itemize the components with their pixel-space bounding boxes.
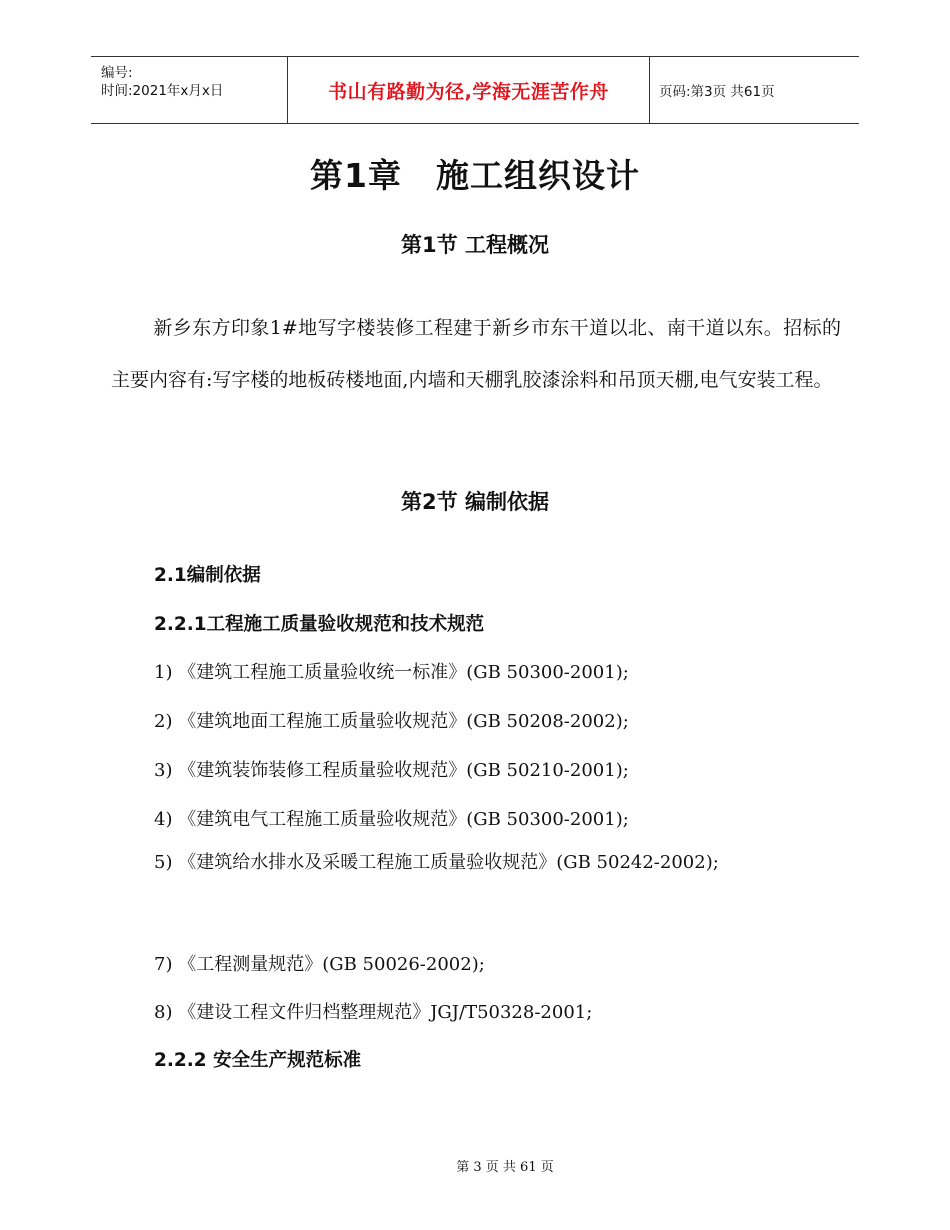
header-page-info: 页码:第3页 共61页 xyxy=(659,84,775,100)
list-item-text: 5) 《建筑给水排水及采暖工程施工质量验收规范》(GB 50242-2002); xyxy=(154,852,719,873)
chapter-number: 第1章 xyxy=(310,156,402,195)
header-motto: 书山有路勤为径,学海无涯苦作舟 xyxy=(328,80,609,103)
header-divider xyxy=(649,57,650,123)
page-footer: 第 3 页 共 61 页 xyxy=(456,1160,554,1175)
section-1-title: 第1节 工程概况 xyxy=(401,233,549,257)
paragraph-text: 新乡东方印象1#地写字楼装修工程建于新乡市东干道以北、南干道以东。招标的主要内容有:写字楼的地板砖楼地面,内墙和天棚乳胶漆涂料和吊顶天棚,电气安装工程。 xyxy=(111,317,841,391)
section-1-paragraph xyxy=(111,302,841,406)
list-item: 8) 《建设工程文件归档整理规范》JGJ/T50328-2001; xyxy=(154,1002,593,1023)
chapter-name: 施工组织设计 xyxy=(435,156,640,195)
header-meta xyxy=(91,57,287,123)
list-item: 7) 《工程测量规范》(GB 50026-2002); xyxy=(154,954,485,975)
subsection-2-2-1: 2.2.1工程施工质量验收规范和技术规范 xyxy=(154,614,485,635)
subsection-2-2-2: 2.2.2 安全生产规范标准 xyxy=(154,1050,362,1071)
list-item: 3) 《建筑装饰装修工程质量验收规范》(GB 50210-2001); xyxy=(154,760,629,781)
header-time-label: 时间:2021年x月x日 xyxy=(101,83,224,99)
list-item: 1) 《建筑工程施工质量验收统一标准》(GB 50300-2001); xyxy=(154,662,629,683)
page-header xyxy=(91,56,859,124)
chapter-title xyxy=(0,150,950,197)
list-item: 2) 《建筑地面工程施工质量验收规范》(GB 50208-2002); xyxy=(154,711,629,732)
section-2-title: 第2节 编制依据 xyxy=(401,490,549,514)
list-item: 4) 《建筑电气工程施工质量验收规范》(GB 50300-2001); xyxy=(154,809,629,830)
header-number-label: 编号: xyxy=(101,65,133,81)
list-item xyxy=(111,838,841,888)
subsection-2-1: 2.1编制依据 xyxy=(154,565,261,586)
